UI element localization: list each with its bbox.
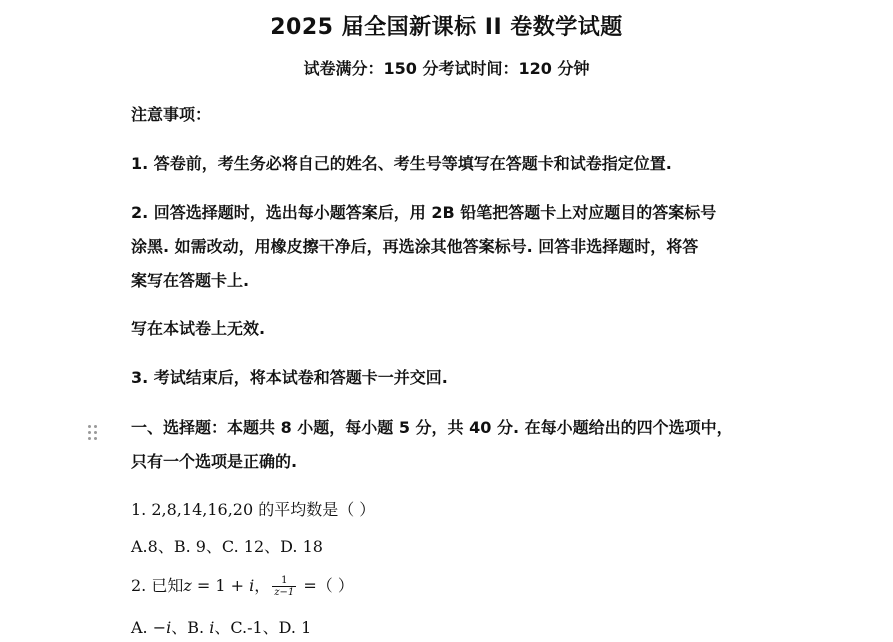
question-2-eq: = 1 +: [191, 576, 250, 595]
note-item-2-line-1: 2. 回答选择题时，选出每小题答案后，用 2B 铅笔把答题卡上对应题目的答案标号: [131, 203, 717, 222]
option-a-label: A.: [131, 618, 153, 637]
option-a-value: −i: [152, 618, 172, 637]
var-z: z: [183, 576, 192, 595]
exam-info-subtitle: 试卷满分：150 分考试时间：120 分钟: [303, 59, 590, 78]
note-item-2-extra: 写在本试卷上无效.: [131, 319, 266, 338]
question-2-options: [131, 616, 771, 640]
option-b-label: 、B.: [171, 618, 210, 637]
section-1-line-1: 一、选择题：本题共 8 小题，每小题 5 分，共 40 分. 在每小题给出的四个选项中，: [131, 418, 733, 437]
note-item-3: 3. 考试结束后，将本试卷和答题卡一并交回.: [131, 368, 448, 387]
note-item-1: 1. 答卷前，考生务必将自己的姓名、考生号等填写在答题卡和试卷指定位置.: [131, 154, 672, 173]
fraction-denominator: z−1: [274, 587, 295, 598]
drag-handle-icon[interactable]: [87, 424, 99, 442]
question-2: [131, 574, 771, 598]
fraction-numerator: 1: [272, 575, 296, 587]
question-1-options: A.8、B. 9、C. 12、D. 18: [131, 537, 323, 556]
var-i: i: [249, 576, 255, 595]
option-b-value: i: [209, 618, 215, 637]
note-item-2-line-2: 涂黑. 如需改动，用橡皮擦干净后，再选涂其他答案标号. 回答非选择题时，将答: [131, 237, 699, 256]
question-2-suffix: =（ ）: [298, 576, 354, 595]
question-1: 1. 2,8,14,16,20 的平均数是（ ）: [131, 500, 376, 519]
question-2-prefix: 2. 已知: [131, 576, 184, 595]
note-item-2-line-3: 案写在答题卡上.: [131, 271, 250, 290]
question-2-comma: ，: [254, 576, 271, 595]
page-title: 2025 届全国新课标 II 卷数学试题: [270, 15, 623, 40]
section-1-line-2: 只有一个选项是正确的.: [131, 452, 298, 471]
notes-heading: 注意事项：: [131, 105, 212, 124]
option-cd: 、C.-1、D. 1: [214, 618, 312, 637]
fraction: [272, 575, 296, 598]
